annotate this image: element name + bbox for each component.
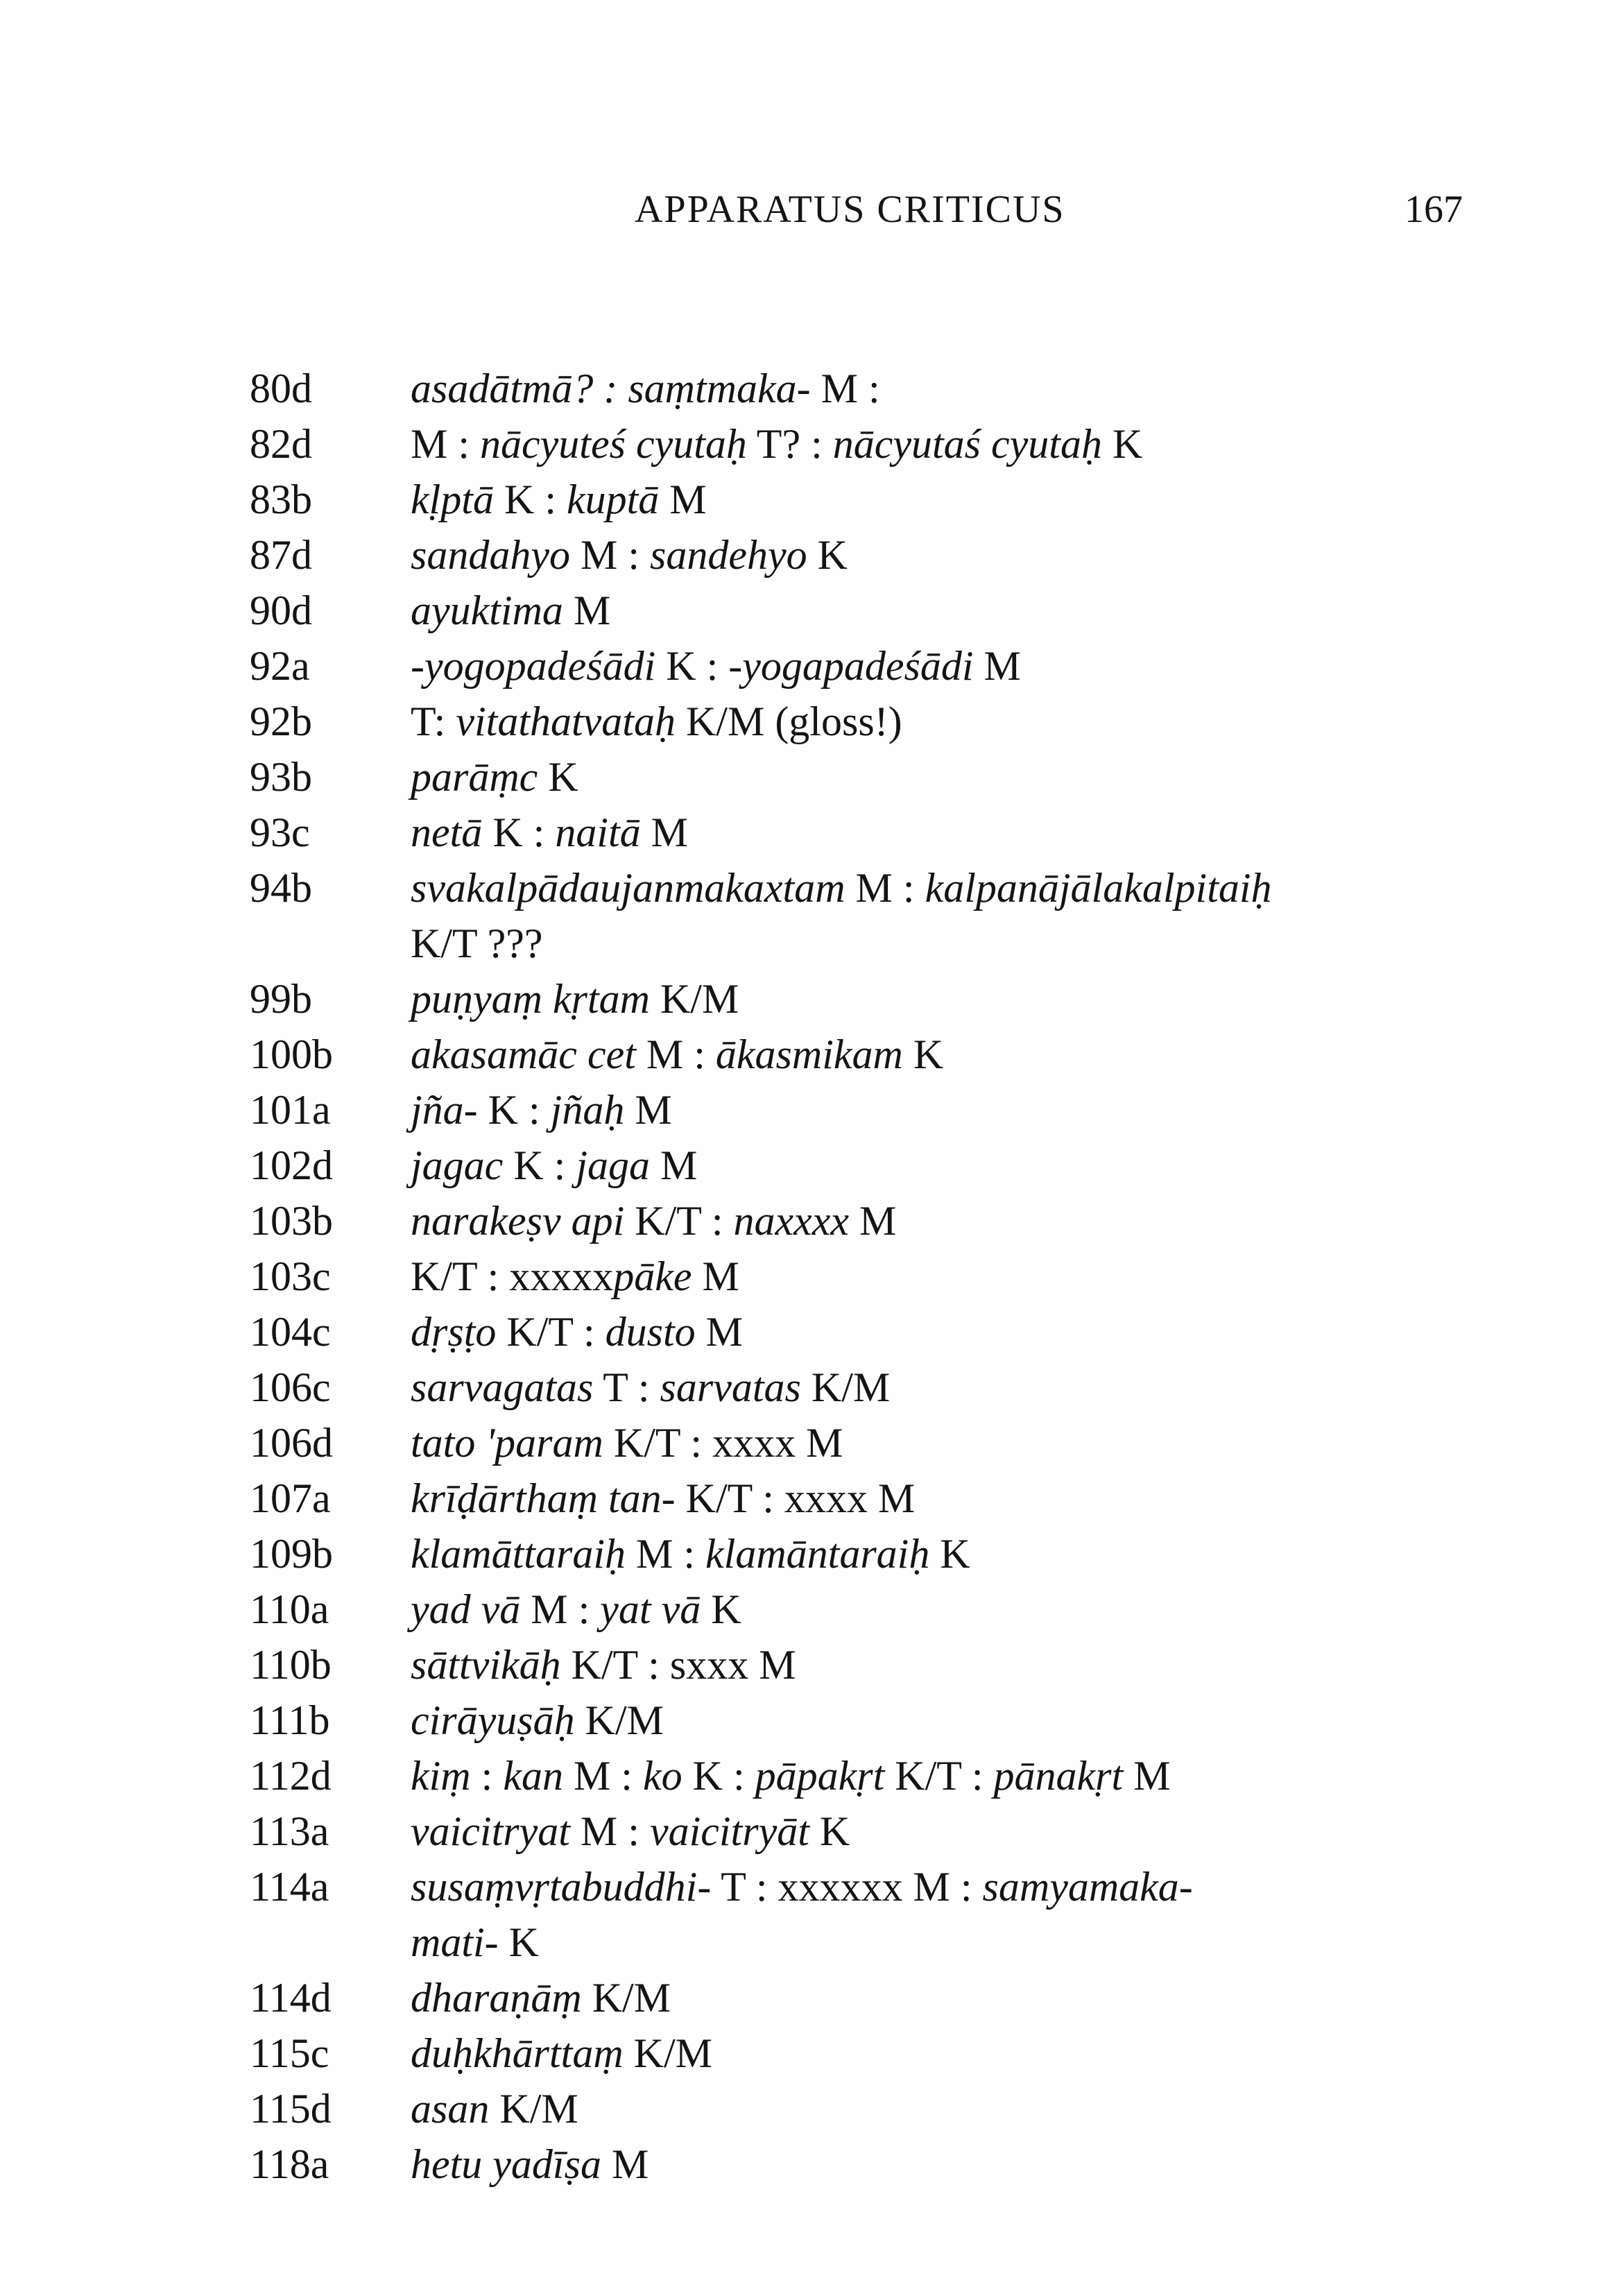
- reading-siglum: K/T : sxxx M: [560, 1642, 796, 1688]
- reading-italic: asan: [411, 2086, 490, 2132]
- apparatus-entry: [250, 1360, 1415, 1415]
- apparatus-entry: [250, 1138, 1415, 1193]
- verse-reference: 100b: [250, 1031, 333, 1077]
- reading-siglum: K/T : xxxx M: [603, 1420, 843, 1466]
- variant-readings: [411, 1249, 739, 1304]
- reading-italic: pāpakṛt: [755, 1753, 885, 1799]
- reading-siglum: K: [807, 532, 848, 578]
- verse-reference: 102d: [250, 1142, 333, 1188]
- reading-line: [411, 971, 739, 1027]
- apparatus-entry: [250, 1415, 1415, 1471]
- reading-italic: asadātmā? : saṃtmaka-: [411, 366, 811, 411]
- reading-italic: kḷptā: [411, 477, 494, 522]
- reading-line: [411, 2025, 712, 2081]
- variant-readings: [411, 1138, 697, 1193]
- reading-italic: vaicitryat: [411, 1808, 570, 1854]
- reading-line: [411, 583, 610, 638]
- verse-reference: 114a: [250, 1864, 329, 1910]
- variant-readings: [411, 527, 848, 583]
- reading-italic: klamāttaraiḥ: [411, 1531, 626, 1577]
- verse-reference: 114d: [250, 1975, 332, 2021]
- apparatus-entry: [250, 694, 1415, 749]
- verse-reference: 104c: [250, 1309, 331, 1355]
- variant-readings: [411, 1471, 915, 1526]
- reading-italic: jñaḥ: [550, 1087, 625, 1133]
- apparatus-entry: [250, 1970, 1415, 2025]
- apparatus-entry: [250, 1027, 1415, 1082]
- variant-readings: [411, 1637, 796, 1693]
- reading-siglum: M :: [563, 1753, 643, 1799]
- apparatus-entry: [250, 1582, 1415, 1637]
- variant-readings: [411, 1970, 671, 2025]
- apparatus-entry: [250, 1082, 1415, 1138]
- reading-siglum: K/M: [649, 976, 739, 1022]
- reading-siglum: K/M: [800, 1364, 891, 1410]
- reading-line: [411, 416, 1142, 472]
- reading-italic: susaṃvṛtabuddhi-: [411, 1864, 712, 1910]
- variant-readings: [411, 361, 880, 416]
- page-number: 167: [1405, 188, 1463, 231]
- reading-siglum: K/M: [574, 1697, 664, 1743]
- running-title: APPARATUS CRITICUS: [635, 188, 1065, 231]
- reading-italic: vaicitryāt: [649, 1808, 809, 1854]
- reading-siglum: K: [498, 1919, 539, 1965]
- reading-siglum: K/T : xxxx M: [675, 1475, 916, 1521]
- variant-readings: [411, 1415, 843, 1471]
- reading-italic: tato 'param: [411, 1420, 603, 1466]
- reading-italic: yad vā: [411, 1586, 521, 1632]
- reading-italic: sāttvikāḥ: [411, 1642, 561, 1688]
- variant-readings: [411, 1027, 943, 1082]
- variant-readings: [411, 1082, 672, 1138]
- reading-line: [411, 472, 707, 527]
- apparatus-entry: [250, 1471, 1415, 1526]
- reading-italic: ākasmikam: [715, 1031, 903, 1077]
- reading-italic: svakalpādaujanmakaxtam: [411, 865, 845, 911]
- variant-readings: [411, 1859, 1193, 1970]
- verse-reference: 103b: [250, 1198, 333, 1244]
- reading-italic: kalpanājālakalpitaiḥ: [925, 865, 1272, 911]
- apparatus-entry: [250, 583, 1415, 638]
- verse-reference: 113a: [250, 1808, 329, 1854]
- reading-line: [411, 1138, 697, 1193]
- reading-line: [411, 1193, 896, 1249]
- reading-line: [411, 860, 1272, 916]
- reading-line: [411, 361, 880, 416]
- apparatus-entry: [250, 1693, 1415, 1748]
- reading-line: [411, 1415, 843, 1471]
- reading-siglum: K :: [655, 643, 729, 689]
- reading-italic: yat vā: [600, 1586, 701, 1632]
- reading-siglum: M: [601, 2141, 649, 2187]
- variant-readings: [411, 2025, 712, 2081]
- reading-siglum: K :: [682, 1753, 755, 1799]
- reading-siglum: K/T ???: [411, 920, 543, 966]
- reading-italic: jagac: [411, 1142, 504, 1188]
- reading-italic: akasamāc cet: [411, 1031, 636, 1077]
- reading-line: [411, 527, 848, 583]
- reading-italic: cirāyuṣāḥ: [411, 1697, 575, 1743]
- variant-readings: [411, 860, 1272, 971]
- reading-siglum: M: [695, 1309, 744, 1355]
- reading-line: [411, 1360, 890, 1415]
- reading-line: [411, 749, 578, 805]
- apparatus-entry: [250, 416, 1415, 472]
- reading-line: [411, 1970, 671, 2025]
- reading-italic: dṛṣṭo: [411, 1309, 497, 1355]
- apparatus-entry: [250, 638, 1415, 694]
- verse-reference: 94b: [250, 865, 312, 911]
- verse-reference: 106c: [250, 1364, 331, 1410]
- apparatus-entry: [250, 2025, 1415, 2081]
- variant-readings: [411, 1582, 741, 1637]
- reading-siglum: M :: [520, 1586, 601, 1632]
- reading-siglum: K :: [493, 477, 567, 522]
- reading-line: [411, 1748, 1171, 1804]
- variant-readings: [411, 749, 578, 805]
- reading-italic: naitā: [555, 809, 641, 855]
- apparatus-entry: [250, 1249, 1415, 1304]
- reading-italic: hetu yadīṣa: [411, 2141, 601, 2187]
- apparatus-entry: [250, 2081, 1415, 2136]
- reading-italic: narakeṣv api: [411, 1198, 625, 1244]
- reading-siglum: K: [538, 754, 578, 800]
- verse-reference: 111b: [250, 1697, 330, 1743]
- reading-siglum: K: [1101, 421, 1143, 467]
- variant-readings: [411, 1748, 1171, 1804]
- apparatus-entry: [250, 1304, 1415, 1360]
- reading-line: [411, 1471, 915, 1526]
- reading-siglum: K/M (gloss!): [675, 699, 902, 744]
- variant-readings: [411, 694, 902, 749]
- reading-italic: sandahyo: [411, 532, 570, 578]
- reading-italic: kiṃ: [411, 1753, 471, 1799]
- reading-italic: -yogapadeśādi: [728, 643, 974, 689]
- reading-italic: dusto: [605, 1309, 696, 1355]
- reading-line: [411, 1859, 1193, 1914]
- verse-reference: 103c: [250, 1253, 331, 1299]
- reading-line: [411, 805, 688, 860]
- reading-siglum: M :: [845, 865, 925, 911]
- reading-siglum: K/M: [623, 2030, 713, 2076]
- verse-reference: 82d: [250, 421, 312, 467]
- reading-line: [411, 916, 1272, 971]
- reading-siglum: K :: [482, 809, 556, 855]
- apparatus-entry: [250, 527, 1415, 583]
- variant-readings: [411, 1804, 850, 1859]
- apparatus-entries: [250, 361, 1415, 2192]
- verse-reference: 110b: [250, 1642, 332, 1688]
- reading-italic: pāke: [613, 1253, 692, 1299]
- reading-line: [411, 1637, 796, 1693]
- reading-italic: sarvagatas: [411, 1364, 594, 1410]
- variant-readings: [411, 1693, 664, 1748]
- reading-italic: nācyuteś cyutaḥ: [480, 421, 747, 467]
- reading-siglum: M: [1123, 1753, 1171, 1799]
- reading-siglum: K :: [503, 1142, 576, 1188]
- reading-siglum: K: [809, 1808, 850, 1854]
- apparatus-entry: [250, 2136, 1415, 2192]
- verse-reference: 90d: [250, 588, 312, 633]
- apparatus-entry: [250, 1748, 1415, 1804]
- verse-reference: 99b: [250, 976, 312, 1022]
- variant-readings: [411, 583, 610, 638]
- reading-siglum: M: [649, 1142, 698, 1188]
- reading-line: [411, 1804, 850, 1859]
- verse-reference: 93b: [250, 754, 312, 800]
- verse-reference: 115c: [250, 2030, 329, 2076]
- reading-siglum: K/M: [581, 1975, 671, 2021]
- verse-reference: 101a: [250, 1087, 331, 1133]
- variant-readings: [411, 1360, 890, 1415]
- variant-readings: [411, 1526, 970, 1582]
- apparatus-entry: [250, 1193, 1415, 1249]
- reading-italic: parāṃc: [411, 754, 538, 800]
- apparatus-entry: [250, 749, 1415, 805]
- variant-readings: [411, 2136, 649, 2192]
- variant-readings: [411, 416, 1142, 472]
- reading-italic: puṇyaṃ kṛtam: [411, 976, 650, 1022]
- reading-siglum: K/T :: [624, 1198, 734, 1244]
- reading-line: [411, 638, 1021, 694]
- apparatus-entry: [250, 472, 1415, 527]
- verse-reference: 110a: [250, 1586, 329, 1632]
- reading-line: [411, 2136, 649, 2192]
- reading-line: [411, 694, 902, 749]
- reading-italic: netā: [411, 809, 483, 855]
- reading-siglum: M: [849, 1198, 897, 1244]
- reading-italic: naxxxx: [733, 1198, 850, 1244]
- reading-siglum: M :: [569, 532, 651, 578]
- apparatus-entry: [250, 805, 1415, 860]
- reading-italic: -yogopadeśādi: [411, 643, 656, 689]
- apparatus-entry: [250, 860, 1415, 971]
- reading-italic: ayuktima: [411, 588, 563, 633]
- reading-italic: klamāntaraiḥ: [705, 1531, 930, 1577]
- reading-siglum: :: [470, 1753, 504, 1799]
- reading-italic: pānakṛt: [993, 1753, 1124, 1799]
- verse-reference: 118a: [250, 2141, 329, 2187]
- reading-siglum: M :: [569, 1808, 650, 1854]
- reading-italic: sandehyo: [650, 532, 807, 578]
- reading-italic: ko: [642, 1753, 682, 1799]
- reading-italic: samyamaka-: [982, 1864, 1193, 1910]
- reading-italic: mati-: [411, 1919, 499, 1965]
- variant-readings: [411, 472, 707, 527]
- apparatus-entry: [250, 1637, 1415, 1693]
- variant-readings: [411, 1304, 743, 1360]
- reading-siglum: K: [701, 1586, 741, 1632]
- reading-line: [411, 1249, 739, 1304]
- reading-italic: krīḍārthaṃ tan-: [411, 1475, 676, 1521]
- reading-siglum: K/T :: [496, 1309, 606, 1355]
- reading-siglum: T:: [411, 699, 456, 744]
- reading-siglum: M: [563, 588, 611, 633]
- reading-italic: jña-: [411, 1087, 478, 1133]
- reading-siglum: M: [659, 477, 707, 522]
- reading-siglum: M: [973, 643, 1021, 689]
- reading-siglum: K/M: [489, 2086, 578, 2132]
- verse-reference: 106d: [250, 1420, 333, 1466]
- reading-line: [411, 1693, 664, 1748]
- reading-siglum: K: [929, 1531, 970, 1577]
- reading-italic: kuptā: [566, 477, 660, 522]
- verse-reference: 107a: [250, 1475, 331, 1521]
- reading-siglum: K/T : xxxxx: [411, 1253, 614, 1299]
- apparatus-entry: [250, 1859, 1415, 1970]
- reading-italic: dharaṇāṃ: [411, 1975, 582, 2021]
- verse-reference: 87d: [250, 532, 312, 578]
- reading-line: [411, 1027, 943, 1082]
- apparatus-entry: [250, 1526, 1415, 1582]
- verse-reference: 112d: [250, 1753, 332, 1799]
- reading-siglum: K :: [477, 1087, 551, 1133]
- reading-italic: sarvatas: [660, 1364, 801, 1410]
- reading-line: [411, 1304, 743, 1360]
- reading-siglum: T? :: [746, 421, 833, 467]
- apparatus-entry: [250, 361, 1415, 416]
- variant-readings: [411, 1193, 896, 1249]
- apparatus-entry: [250, 1804, 1415, 1859]
- verse-reference: 92b: [250, 699, 312, 744]
- verse-reference: 109b: [250, 1531, 333, 1577]
- verse-reference: 92a: [250, 643, 310, 689]
- verse-reference: 93c: [250, 809, 310, 855]
- verse-reference: 80d: [250, 366, 312, 411]
- reading-line: [411, 1082, 672, 1138]
- reading-italic: kan: [503, 1753, 563, 1799]
- reading-line: [411, 2081, 578, 2136]
- page-header: [0, 182, 1623, 244]
- reading-italic: vitathatvataḥ: [456, 699, 676, 744]
- reading-siglum: M :: [626, 1531, 706, 1577]
- reading-siglum: M :: [810, 366, 880, 411]
- reading-siglum: M: [624, 1087, 672, 1133]
- reading-italic: duḥkhārttaṃ: [411, 2030, 624, 2076]
- reading-siglum: T : xxxxxx M :: [711, 1864, 983, 1910]
- reading-italic: jaga: [576, 1142, 650, 1188]
- variant-readings: [411, 2081, 578, 2136]
- reading-siglum: T :: [593, 1364, 660, 1410]
- verse-reference: 83b: [250, 477, 312, 522]
- reading-siglum: M :: [411, 421, 481, 467]
- reading-italic: nācyutaś cyutaḥ: [832, 421, 1102, 467]
- variant-readings: [411, 805, 688, 860]
- reading-siglum: M: [640, 809, 689, 855]
- apparatus-entry: [250, 971, 1415, 1027]
- reading-siglum: M: [692, 1253, 739, 1299]
- reading-siglum: K/T :: [884, 1753, 994, 1799]
- reading-siglum: K: [902, 1031, 944, 1077]
- verse-reference: 115d: [250, 2086, 332, 2132]
- reading-line: [411, 1526, 970, 1582]
- reading-line: [411, 1582, 741, 1637]
- reading-line: [411, 1914, 1193, 1970]
- reading-siglum: M :: [635, 1031, 716, 1077]
- variant-readings: [411, 971, 739, 1027]
- variant-readings: [411, 638, 1021, 694]
